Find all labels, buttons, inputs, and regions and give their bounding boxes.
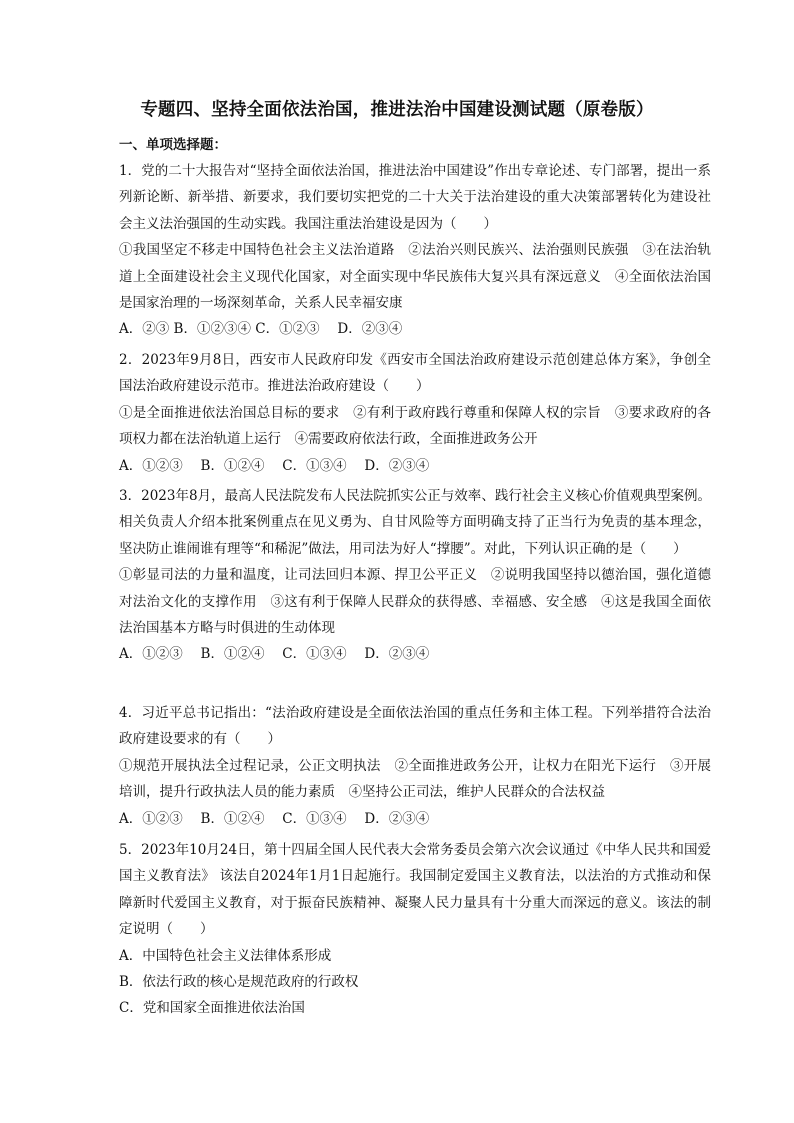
question-options: A．①②③ B．①②④ C．①③④ D．②③④ xyxy=(119,810,430,827)
question-5 xyxy=(119,837,711,1022)
question-statements: ①规范开展执法全过程记录，公正文明执法 ②全面推进政务公开，让权力在阳光下运行 ③开展培训，提升行政执法人员的能力素质 ④坚持公正司法，维护人民群众的合法权益 xyxy=(119,757,711,801)
question-options: A．①②③ B．①②④ C．①③④ D．②③④ xyxy=(119,646,430,663)
question-statements: ①是全面推进依法治国总目标的要求 ②有利于政府践行尊重和保障人权的宗旨 ③要求政府的各项权力都在法治轨道上运行 ④需要政府依法行政，全面推进政务公开 xyxy=(119,404,711,448)
option-c: C．党和国家全面推进依法治国 xyxy=(119,1000,305,1017)
question-statements: ①我国坚定不移走中国特色社会主义法治道路 ②法治兴则民族兴、法治强则民族强 ③在法治轨道上全面建设社会主义现代化国家，对全面实现中华民族伟大复兴具有深远意义 ④全面依法治国是国家治理的一场深刻革命，关系人民幸福安康 xyxy=(119,242,711,312)
question-stem: 2．2023年9月8日，西安市人民政府印发《西安市全国法治政府建设示范创建总体方案》，争创全国法治政府建设示范市。推进法治政府建设（ ） xyxy=(119,352,711,395)
question-options: A．②③ B．①②③④ C．①②③ D．②③④ xyxy=(119,321,403,338)
question-3 xyxy=(119,483,711,668)
option-b: B．依法行政的核心是规范政府的行政权 xyxy=(119,974,359,991)
question-4 xyxy=(119,700,711,832)
question-stem: 5．2023年10月24日，第十四届全国人民代表大会常务委员会第六次会议通过《中华人民共和国爱国主义教育法》 该法自2024年1月1日起施行。我国制定爱国主义教育法，以法治的方式推动和保障新时代爱国主义教育，对于振奋民族精神、凝聚人民力量具有十分重大而深远的意义。该法的制定说明（ ） xyxy=(119,842,711,938)
question-stem: 4．习近平总书记指出：“法治政府建设是全面依法治国的重点任务和主体工程。下列举措符合法治政府建设要求的有（ ） xyxy=(119,705,711,748)
question-stem: 3．2023年8月，最高人民法院发布人民法院抓实公正与效率、践行社会主义核心价值观典型案例。相关负责人介绍本批案例重点在见义勇为、自甘风险等方面明确支持了正当行为免责的基本理念，坚决防止谁闹谁有理等“和稀泥”做法，用司法为好人“撑腰”。对此，下列认识正确的是（ ） xyxy=(119,488,711,557)
option-a: A．中国特色社会主义法律体系形成 xyxy=(119,947,332,964)
question-statements: ①彰显司法的力量和温度，让司法回归本源、捍卫公平正义 ②说明我国坚持以德治国，强化道德对法治文化的支撑作用 ③这有利于保障人民群众的获得感、幸福感、安全感 ④这是我国全面依法治国基本方略与时俱进的生动体现 xyxy=(119,567,711,637)
section-heading: 一、单项选择题： xyxy=(119,137,227,153)
page-title: 专题四、坚持全面依法治国，推进法治中国建设测试题（原卷版） xyxy=(140,100,654,120)
question-1 xyxy=(119,158,711,343)
question-options: A．①②③ B．①②④ C．①③④ D．②③④ xyxy=(119,457,430,474)
question-2 xyxy=(119,347,711,479)
question-stem: 1．党的二十大报告对“坚持全面依法治国，推进法治中国建设”作出专章论述、专门部署，提出一系列新论断、新举措、新要求，我们要切实把党的二十大关于法治建设的重大决策部署转化为建设社会主义法治强国的生动实践。我国注重法治建设是因为（ ） xyxy=(119,163,711,232)
